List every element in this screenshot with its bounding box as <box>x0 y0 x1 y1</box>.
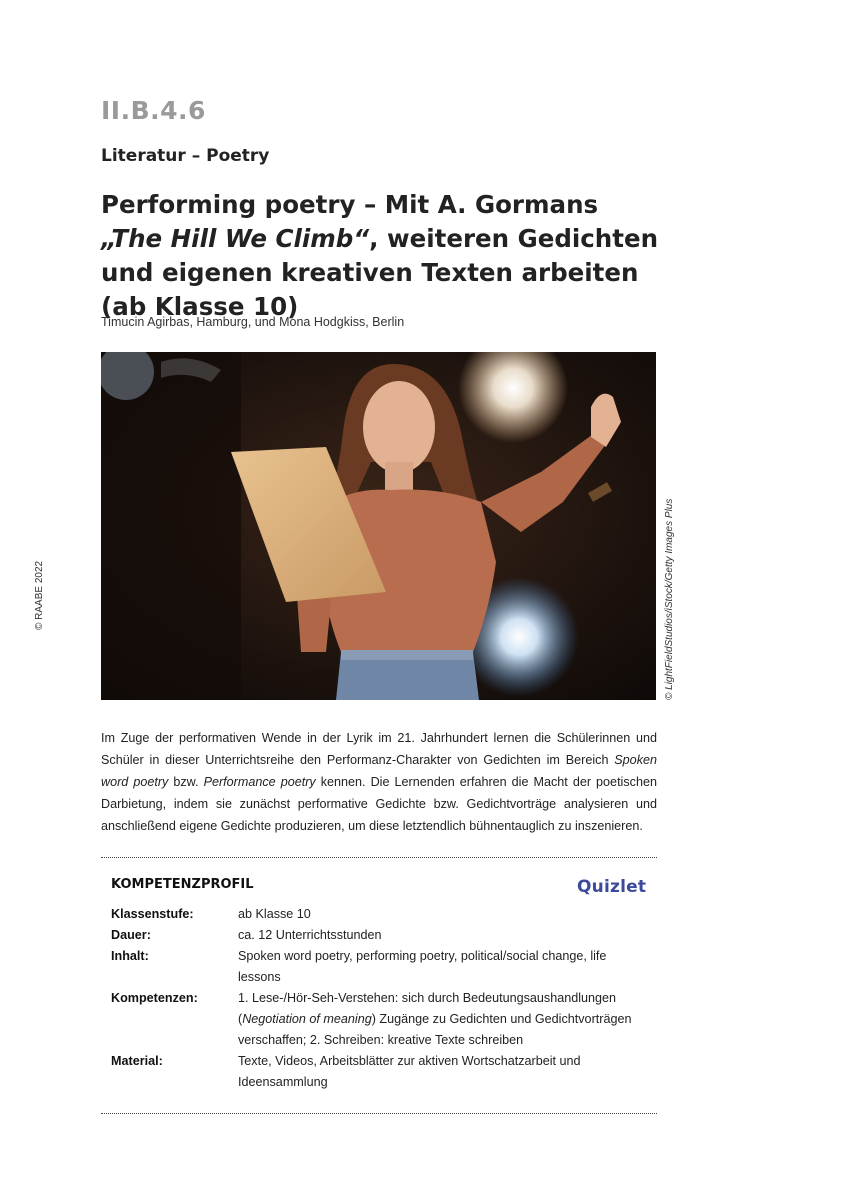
intro-text-3: kennen. Die Lernenden erfahren die Macht der poetischen Darbietung, indem sie zunächst performative Gedichte bzw. Gedichtvorträge analysieren und anschließend eigene Gedichte produzieren, um diese letztendlich bühnentauglich zu inszenieren. <box>101 775 657 833</box>
performer-illustration <box>101 352 656 700</box>
value-klassenstufe: ab Klasse 10 <box>238 907 311 921</box>
subject-heading: Literatur – Poetry <box>101 146 270 166</box>
label-kompetenzen: Kompetenzen: <box>111 991 198 1005</box>
title-poem-name: „The Hill We Climb“ <box>101 224 370 253</box>
authors: Timucin Agirbas, Hamburg, und Mona Hodgkiss, Berlin <box>101 315 405 329</box>
title-part-2: , weiteren Gedichten und eigenen kreativen Texten arbeiten (ab Klasse 10) <box>101 224 659 321</box>
intro-paragraph <box>101 727 657 837</box>
value-material: Texte, Videos, Arbeitsblätter zur aktiven Wortschatzarbeit und Ideensammlung <box>238 1054 581 1089</box>
cover-photo <box>101 352 656 700</box>
row-klassenstufe <box>111 904 651 925</box>
row-material <box>111 1051 651 1093</box>
row-dauer <box>111 925 651 946</box>
title-part-1: Performing poetry – Mit A. Gormans <box>101 190 599 219</box>
kompetenzprofil-title: KOMPETENZPROFIL <box>111 877 254 892</box>
kompetenzen-text-1: 1. Lese-/Hör-Seh-Verstehen: sich durch Bedeutungsaushandlungen ( <box>238 991 617 1026</box>
photo-credit: © LightFieldStudios/iStock/Getty Images Plus <box>664 498 675 700</box>
kompetenzprofil-table <box>111 904 651 1093</box>
value-dauer: ca. 12 Unterrichtsstunden <box>238 928 382 942</box>
page-title <box>101 188 661 324</box>
intro-term-spoken-word: Spoken word poetry <box>101 753 657 789</box>
quizlet-logo: Quizlet <box>577 877 647 897</box>
intro-text-1: Im Zuge der performativen Wende in der Lyrik im 21. Jahrhundert lernen die Schülerinnen und Schüler in dieser Unterrichtsreihe den Performanz-Charakter von Gedichten im Bereich <box>101 731 657 767</box>
section-code: II.B.4.6 <box>101 96 206 125</box>
row-inhalt <box>111 946 651 988</box>
divider-top <box>101 857 657 858</box>
row-kompetenzen <box>111 988 651 1051</box>
value-kompetenzen <box>238 988 651 1051</box>
value-inhalt: Spoken word poetry, performing poetry, political/social change, life lessons <box>238 949 607 984</box>
intro-term-performance: Performance poetry <box>203 775 316 789</box>
side-copyright: © RAABE 2022 <box>34 560 45 630</box>
kompetenzen-term: Negotiation of meaning <box>242 1012 372 1026</box>
intro-text-2: bzw. <box>168 775 204 789</box>
kompetenzen-text-2: ) Zugänge zu Gedichten und Gedichtvorträgen verschaffen; 2. Schreiben: kreative Texte schreiben <box>238 1012 632 1047</box>
label-material: Material: <box>111 1054 163 1068</box>
label-klassenstufe: Klassenstufe: <box>111 907 194 921</box>
label-inhalt: Inhalt: <box>111 949 149 963</box>
divider-bottom <box>101 1113 657 1114</box>
label-dauer: Dauer: <box>111 928 151 942</box>
